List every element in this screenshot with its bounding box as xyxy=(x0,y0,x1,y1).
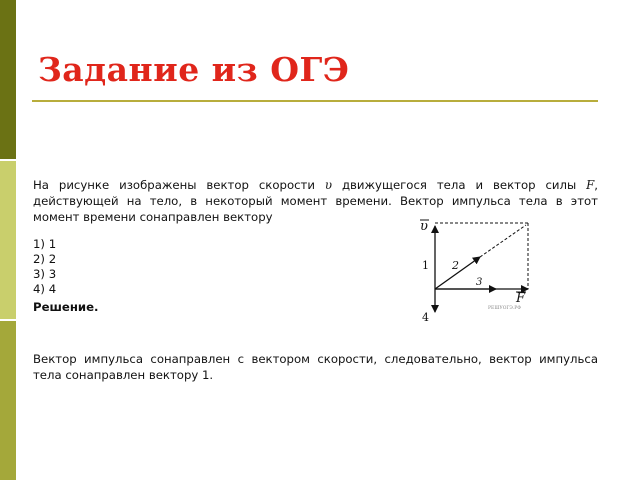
task-text-part: , действующей на тело, в некоторый момент времени. Вектор импульса тела в этот момент времени сонаправлен вектору xyxy=(33,178,598,224)
watermark: РЕШУОГЭ.РФ xyxy=(488,306,522,311)
vector-2-label: 2 xyxy=(452,259,459,272)
answer-option: 3) 3 xyxy=(33,267,57,281)
vector-diagram xyxy=(410,216,550,328)
answer-list xyxy=(33,237,56,297)
force-label: F xyxy=(516,291,526,306)
vector-4-label: 4 xyxy=(422,311,429,324)
answer-option: 4) 4 xyxy=(33,282,57,296)
task-text-part: движущегося тела и вектор силы xyxy=(332,178,587,192)
decorative-bar-middle xyxy=(0,160,16,320)
vector-3-label: 3 xyxy=(476,277,483,288)
decorative-bar-divider xyxy=(0,159,16,161)
solution-label: Решение. xyxy=(33,300,99,314)
velocity-symbol: υ xyxy=(324,178,332,192)
force-symbol: F xyxy=(586,178,595,192)
vector-1-label: 1 xyxy=(422,259,429,272)
answer-option: 2) 2 xyxy=(33,252,57,266)
decorative-bar-divider xyxy=(0,319,16,321)
answer-option: 1) 1 xyxy=(33,237,57,251)
decorative-bar-bottom xyxy=(0,320,16,480)
decorative-bar-top xyxy=(0,0,16,160)
task-text-part: На рисунке изображены вектор скорости xyxy=(33,178,325,192)
title-underline xyxy=(32,100,598,102)
diagonal-dashed-line xyxy=(480,225,526,257)
velocity-label: υ xyxy=(420,219,428,234)
conclusion-text: Вектор импульса сонаправлен с вектором скорости, следовательно, вектор импульса тела сонаправлен вектору 1. xyxy=(33,352,598,382)
page-title: Задание из ОГЭ xyxy=(38,50,350,89)
